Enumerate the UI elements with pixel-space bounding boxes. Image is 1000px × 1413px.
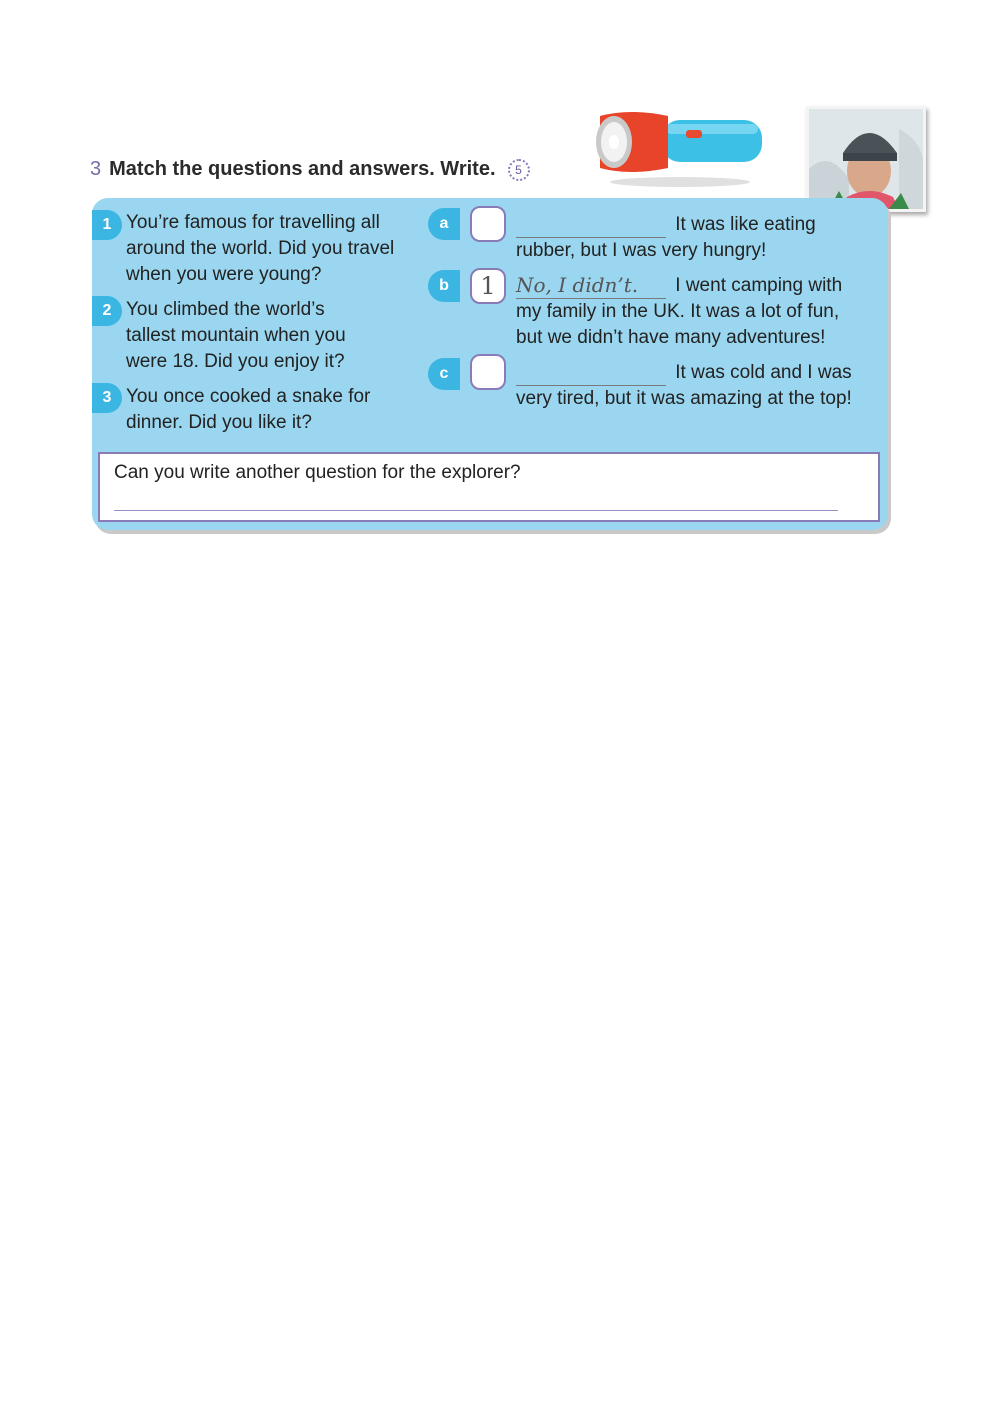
exercise-header xyxy=(90,158,530,181)
extra-question-box xyxy=(98,452,880,522)
answer-blank[interactable] xyxy=(516,365,666,386)
question-number-badge: 1 xyxy=(92,210,122,240)
explorer-photo xyxy=(806,106,926,212)
answer-item xyxy=(516,212,866,264)
answer-blank[interactable]: No, I didn’t. xyxy=(516,272,666,299)
answer-number-box[interactable] xyxy=(470,354,506,390)
extra-question-prompt: Can you write another question for the explorer? xyxy=(114,462,521,483)
answer-letter-badge: a xyxy=(428,208,460,240)
question-text: You once cooked a snake for dinner. Did you like it? xyxy=(126,386,371,433)
answer-text: It was cold and I was very tired, but it was amazing at the top! xyxy=(516,362,852,409)
question-text: You climbed the world’s tallest mountain when you were 18. Did you enjoy it? xyxy=(126,299,346,372)
answer-item xyxy=(516,360,866,412)
question-number-badge: 2 xyxy=(92,296,122,326)
answer-number-box[interactable]: 1 xyxy=(470,268,506,304)
exercise-panel xyxy=(92,198,888,530)
extra-question-write-line[interactable] xyxy=(114,510,838,511)
answer-number-box[interactable] xyxy=(470,206,506,242)
answer-letter-badge: b xyxy=(428,270,460,302)
question-text: You’re famous for travelling all around the world. Did you travel when you were young? xyxy=(126,212,395,285)
answer-text: I went camping with my family in the UK. It was a lot of fun, but we didn’t have many adventures! xyxy=(516,275,843,348)
answer-letter-badge: c xyxy=(428,358,460,390)
question-number-badge: 3 xyxy=(92,383,122,413)
exercise-instruction: Match the questions and answers. Write. xyxy=(109,158,496,180)
answer-blank[interactable] xyxy=(516,217,666,238)
answer-text: It was like eating rubber, but I was very hungry! xyxy=(516,214,816,261)
exercise-number: 3 xyxy=(90,158,102,180)
torch-illustration xyxy=(590,102,770,192)
answer-item xyxy=(516,272,866,351)
audio-track-icon: 5 xyxy=(508,159,530,181)
